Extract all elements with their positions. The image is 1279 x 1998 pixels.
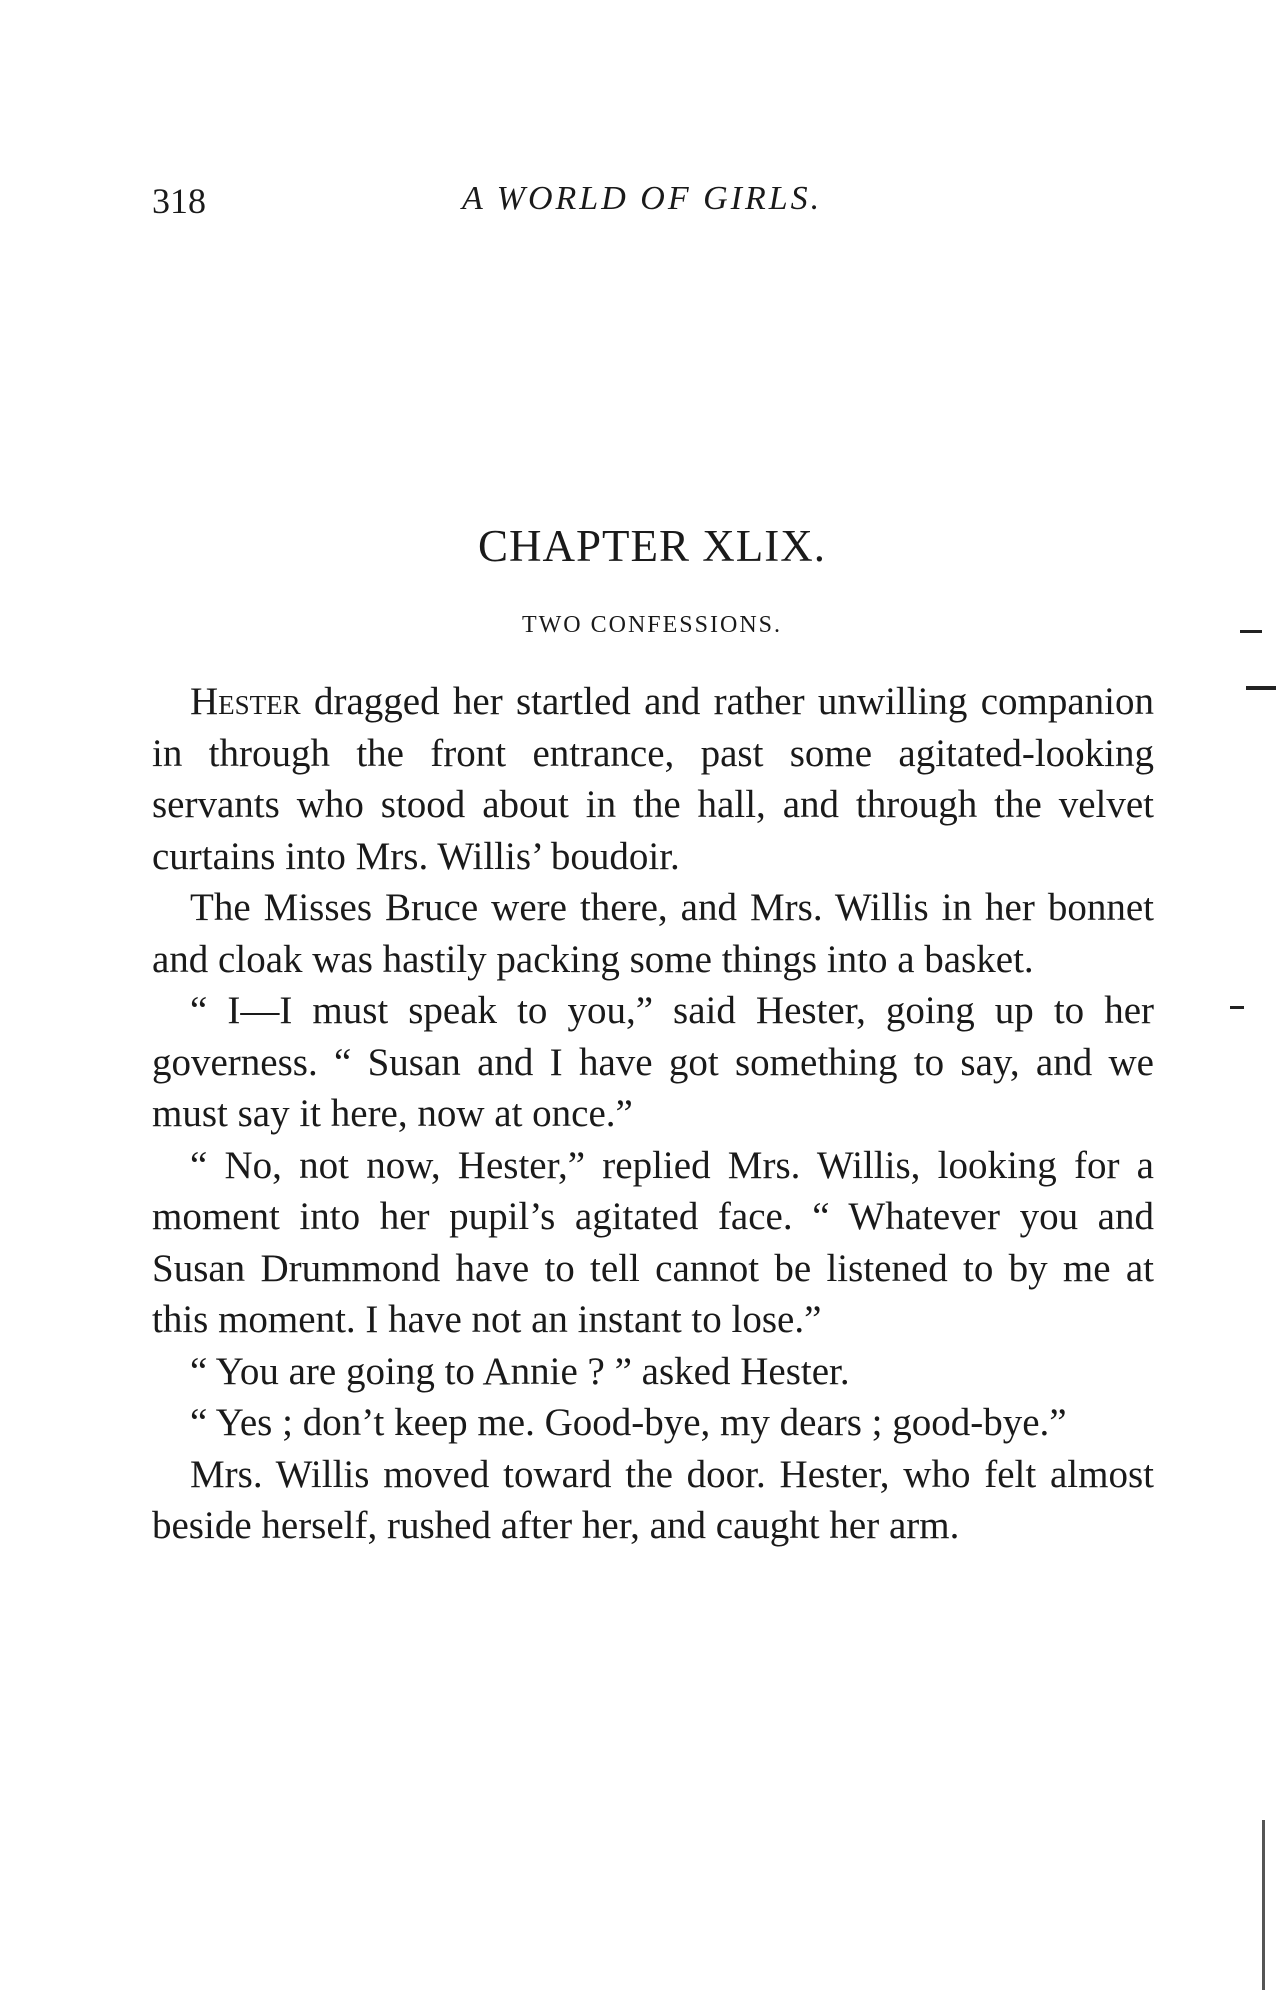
- scan-mark: [1246, 686, 1276, 690]
- paragraph-6: “ Yes ; don’t keep me. Good-bye, my dears ; good-bye.”: [190, 1401, 1067, 1444]
- chapter-subtitle: TWO CONFESSIONS.: [521, 612, 783, 638]
- paragraph-7: Mrs. Willis moved toward the door. Hester, who felt almost beside herself, rushed after her, and caught her arm.: [152, 1452, 1154, 1547]
- scan-mark: [1240, 630, 1262, 633]
- scan-mark: [1262, 1820, 1265, 1990]
- page-number: 318: [152, 181, 206, 221]
- paragraph-5: “ You are going to Annie ? ” asked Hester.: [190, 1349, 850, 1393]
- paragraph-1: [152, 676, 1154, 882]
- paragraph-4: “ No, not now, Hester,” replied Mrs. Willis, looking for a moment into her pupil’s agitated face. “ Whatever you and Susan Drummond have to tell cannot be listened to by me at this moment. I have not an instant to lose.”: [152, 1143, 1154, 1341]
- paragraph-3: “ I—I must speak to you,” said Hester, going up to her governess. “ Susan and I have got something to say, and we must say it here, now at once.”: [152, 989, 1154, 1135]
- scan-mark: [1230, 1006, 1244, 1009]
- body-text: [152, 676, 1154, 1552]
- paragraph-text: dragged her startled and rather unwilling companion in through the front entrance, past some agitated-looking servants who stood about in the hall, and through the velvet curtains into Mrs. Willis’ boudoir.: [152, 680, 1154, 878]
- chapter-heading: CHAPTER XLIX.: [478, 521, 826, 571]
- paragraph-2: The Misses Bruce were there, and Mrs. Willis in her bonnet and cloak was hastily packing some things into a basket.: [152, 886, 1154, 981]
- running-head: [152, 180, 872, 230]
- paragraph-lead-word: Hester: [190, 680, 301, 723]
- running-title: A WORLD OF GIRLS.: [462, 180, 823, 217]
